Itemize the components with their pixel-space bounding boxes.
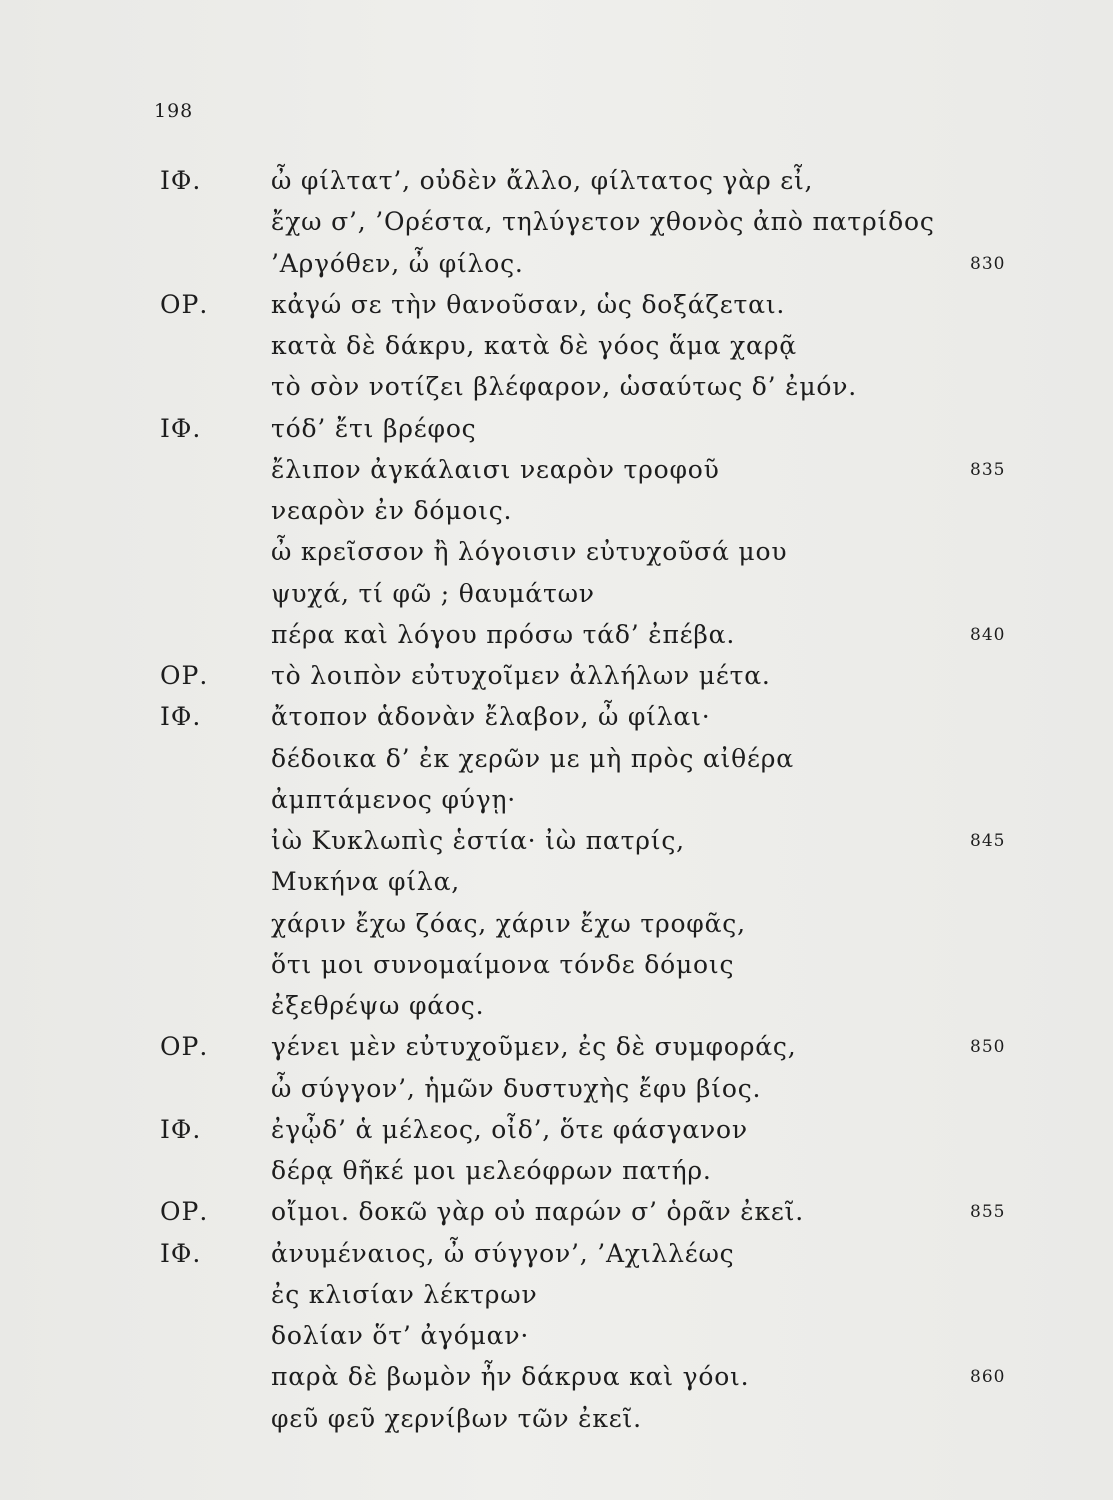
verse-text: τὸ λοιπὸν εὐτυχοῖμεν ἀλλήλων μέτα. xyxy=(271,661,771,690)
verse-text: νεαρὸν ἐν δόμοις. xyxy=(271,496,513,525)
verse-text: ὦ κρεῖσσον ἢ λόγοισιν εὐτυχοῦσά μου xyxy=(271,537,788,567)
speaker-label: ΙΦ. xyxy=(160,702,202,732)
verse-line xyxy=(0,947,1113,988)
verse-line xyxy=(0,699,1113,740)
verse-line xyxy=(0,411,1113,452)
verse-line xyxy=(0,988,1113,1029)
verse-line xyxy=(0,1277,1113,1318)
verse-text: δέρᾳ θῆκέ μοι μελεόφρων πατήρ. xyxy=(271,1156,712,1185)
speaker-label: ΙΦ. xyxy=(160,413,202,443)
verse-lines xyxy=(0,163,1113,1442)
verse-text: ’Αργόθεν, ὦ φίλος. xyxy=(271,248,524,278)
verse-text: ἄτοπον ἁδονὰν ἔλαβον, ὦ φίλαι· xyxy=(271,702,711,732)
verse-line xyxy=(0,576,1113,617)
verse-text: δέδοικα δ’ ἐκ χερῶν με μὴ πρὸς αἰθέρα xyxy=(271,743,794,773)
line-number: 830 xyxy=(970,253,1006,274)
line-number: 855 xyxy=(970,1202,1006,1223)
verse-line xyxy=(0,1359,1113,1400)
verse-line xyxy=(0,1236,1113,1277)
page-number: 198 xyxy=(154,100,194,122)
verse-text: χάριν ἔχω ζόας, χάριν ἔχω τροφᾶς, xyxy=(271,908,746,938)
verse-text: κἀγώ σε τὴν θανοῦσαν, ὡς δοξάζεται. xyxy=(271,289,786,319)
verse-text: ἐς κλισίαν λέκτρων xyxy=(271,1279,538,1309)
speaker-label: ΟΡ. xyxy=(160,289,209,319)
verse-text: Μυκήνα φίλα, xyxy=(271,867,461,897)
verse-text: δολίαν ὅτ’ ἀγόμαν· xyxy=(271,1321,530,1350)
verse-line xyxy=(0,823,1113,864)
verse-line xyxy=(0,741,1113,782)
verse-line xyxy=(0,246,1113,287)
verse-text: ψυχά, τί φῶ ; θαυμάτων xyxy=(271,578,595,608)
speaker-label: ΟΡ. xyxy=(160,1032,209,1062)
verse-text: φεῦ φεῦ χερνίβων τῶν ἐκεῖ. xyxy=(271,1403,642,1433)
verse-text: ὦ φίλτατ’, οὐδὲν ἄλλο, φίλτατος γὰρ εἶ, xyxy=(271,166,814,195)
speaker-label: ΙΦ. xyxy=(160,1238,202,1268)
verse-line xyxy=(0,782,1113,823)
verse-text: κατὰ δὲ δάκρυ, κατὰ δὲ γόος ἅμα χαρᾷ xyxy=(271,331,797,360)
verse-text: ὦ σύγγον’, ἡμῶν δυστυχὴς ἔφυ βίος. xyxy=(271,1073,762,1103)
verse-line xyxy=(0,1401,1113,1442)
verse-line xyxy=(0,493,1113,534)
verse-text: γένει μὲν εὐτυχοῦμεν, ἐς δὲ συμφοράς, xyxy=(271,1032,797,1062)
verse-line xyxy=(0,163,1113,204)
verse-line xyxy=(0,1153,1113,1194)
verse-line xyxy=(0,328,1113,369)
line-number: 840 xyxy=(970,624,1006,645)
verse-line xyxy=(0,452,1113,493)
verse-line xyxy=(0,658,1113,699)
speaker-label: ΟΡ. xyxy=(160,1197,209,1227)
line-number: 850 xyxy=(970,1037,1006,1058)
verse-line xyxy=(0,617,1113,658)
speaker-label: ΟΡ. xyxy=(160,661,209,690)
verse-line xyxy=(0,1112,1113,1153)
verse-line xyxy=(0,1029,1113,1070)
verse-line xyxy=(0,287,1113,328)
verse-text: ἰὼ Κυκλωπὶς ἑστία· ἰὼ πατρίς, xyxy=(271,826,685,855)
verse-text: τόδ’ ἔτι βρέφος xyxy=(271,413,477,443)
verse-line xyxy=(0,369,1113,410)
verse-text: ἔλιπον ἀγκάλαισι νεαρὸν τροφοῦ xyxy=(271,454,720,484)
verse-line xyxy=(0,534,1113,575)
verse-text: παρὰ δὲ βωμὸν ἦν δάκρυα καὶ γόοι. xyxy=(271,1362,750,1392)
verse-line xyxy=(0,864,1113,905)
verse-line xyxy=(0,1194,1113,1235)
verse-text: ἀνυμέναιος, ὦ σύγγον’, ’Αχιλλέως xyxy=(271,1238,735,1268)
verse-text: πέρα καὶ λόγου πρόσω τάδ’ ἐπέβα. xyxy=(271,619,736,649)
line-number: 860 xyxy=(970,1367,1006,1388)
verse-text: ἐγᾦδ’ ἁ μέλεος, οἶδ’, ὅτε φάσγανον xyxy=(271,1114,748,1144)
verse-text: οἴμοι. δοκῶ γὰρ οὐ παρών σ’ ὁρᾶν ἐκεῖ. xyxy=(271,1197,804,1227)
verse-text: τὸ σὸν νοτίζει βλέφαρον, ὡσαύτως δ’ ἐμόν. xyxy=(271,372,857,402)
verse-text: ὅτι μοι συνομαίμονα τόνδε δόμοις xyxy=(271,949,735,979)
verse-line xyxy=(0,906,1113,947)
line-number: 845 xyxy=(970,831,1006,851)
verse-line xyxy=(0,1071,1113,1112)
verse-text: ἀμπτάμενος φύγῃ· xyxy=(271,784,517,814)
verse-text: ἐξεθρέψω φάος. xyxy=(271,991,485,1020)
verse-line xyxy=(0,1318,1113,1359)
line-number: 835 xyxy=(970,459,1006,480)
speaker-label: ΙΦ. xyxy=(160,166,202,195)
verse-line xyxy=(0,204,1113,245)
speaker-label: ΙΦ. xyxy=(160,1114,202,1144)
verse-text: ἔχω σ’, ’Ορέστα, τηλύγετον χθονὸς ἀπὸ πατρίδος xyxy=(271,207,935,237)
